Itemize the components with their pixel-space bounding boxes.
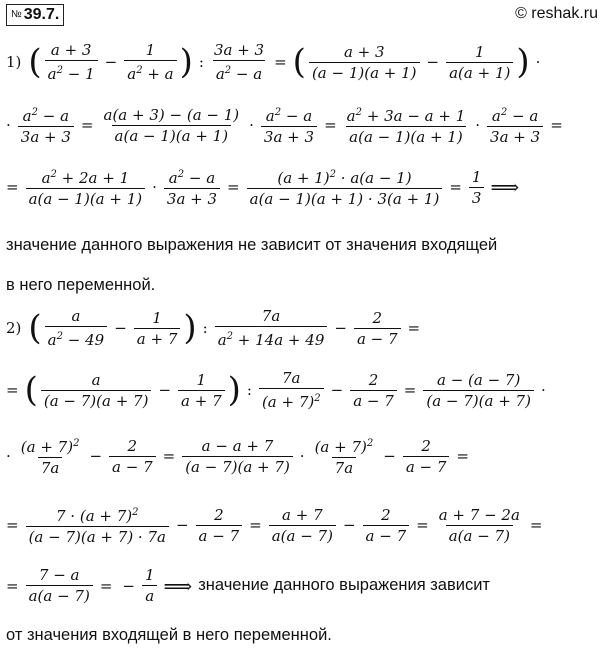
part1-label: 1) — [6, 53, 22, 71]
site-watermark: © reshak.ru — [515, 5, 598, 22]
problem-number-badge — [6, 4, 64, 26]
part2-line5: = $\frac{7 - a}{a(a - 7)}$ = − $\frac{1}{a}$ ⟹ значение данного выражения зависит — [6, 566, 490, 605]
part1-line3: = $\frac{a^2 + 2a + 1}{a(a - 1)(a + 1)}$ · $\frac{a^2 - a}{3a + 3}$ = $\frac{(a + 1)^2 \cdot a(a - 1)}{a(a - 1)(a + 1) \cdot 3(a + 1)}$ = $\frac{1}{3}$ ⟹ — [6, 167, 520, 208]
part2-conclusion-line2: от значения входящей в него переменной. — [6, 626, 332, 644]
problem-number: 39.7. — [23, 6, 60, 23]
number-sign: № — [11, 9, 22, 20]
part2-line1: 2) ( $\frac{a}{a^2 - 49}$ − $\frac{1}{a + 7}$ ) : $\frac{7a}{a^2 + 14a + 49}$ − $\frac{2}{a - 7}$ = — [6, 307, 421, 349]
part2-line2: = ( $\frac{a}{(a - 7)(a + 7)}$ − $\frac{1}{a + 7}$ ) : $\frac{7a}{(a + 7)^2}$ − $\frac{2}{a - 7}$ = $\frac{a - (a - 7)}{(a - 7)(a + 7)}$ · — [6, 369, 546, 411]
header — [6, 4, 598, 28]
part2-label: 2) — [6, 319, 22, 337]
part1-line1: 1) ( $\frac{a + 3}{a^2 - 1}$ − $\frac{1}{a^2 + a}$ ) : $\frac{3a + 3}{a^2 - a}$ = ( $\frac{a + 3}{(a - 1)(a + 1)}$ − $\frac{1}{a(a + 1)}$ ) · — [6, 41, 541, 83]
part1-conclusion-line1: значение данного выражения не зависит от значения входящей — [6, 236, 498, 254]
part2-line4: = $\frac{7 \cdot (a + 7)^2}{(a - 7)(a + 7) \cdot 7a}$ − $\frac{2}{a - 7}$ = $\frac{a + 7}{a(a - 7)}$ − $\frac{2}{a - 7}$ = $\frac{a + 7 - 2a}{a(a - 7)}$ = — [6, 505, 543, 546]
part1-conclusion-line2: в него переменной. — [6, 276, 156, 294]
part2-line3: · $\frac{(a + 7)^2}{7a}$ − $\frac{2}{a - 7}$ = $\frac{a - a + 7}{(a - 7)(a + 7)}$ · $\frac{(a + 7)^2}{7a}$ − $\frac{2}{a - 7}$ = — [6, 436, 469, 477]
part1-line2: · $\frac{a^2 - a}{3a + 3}$ = $\frac{a(a + 3) - (a - 1)}{a(a - 1)(a + 1)}$ · $\frac{a^2 - a}{3a + 3}$ = $\frac{a^2 + 3a - a + 1}{a(a - 1)(a + 1)}$ · $\frac{a^2 - a}{3a + 3}$ = — [6, 105, 563, 146]
part2-conclusion-inline: значение данного выражения зависит — [198, 576, 490, 594]
